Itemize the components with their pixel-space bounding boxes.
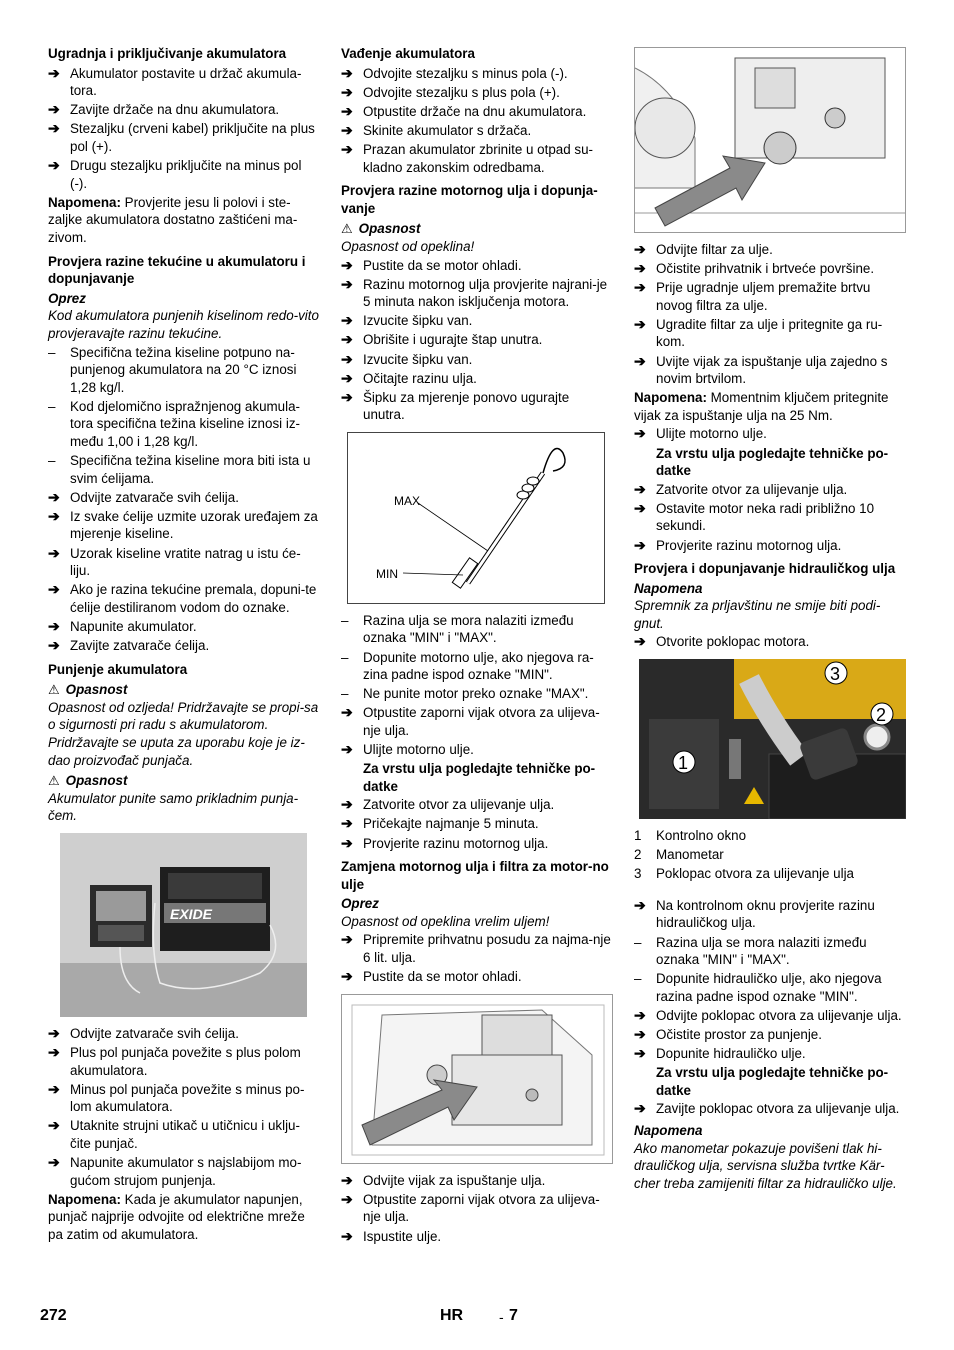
step-list bbox=[634, 1100, 906, 1118]
step-item bbox=[341, 796, 614, 814]
item-text: Zatvorite otvor za ulijevanje ulja. bbox=[656, 481, 848, 497]
item-text: Utaknite strujni utikač u utičnicu i uklju-čite punjač. bbox=[70, 1118, 300, 1151]
oil-type-note: Za vrstu ulja pogledajte tehničke po-datke bbox=[656, 445, 889, 479]
arrow-icon: ➔ bbox=[48, 1117, 60, 1134]
note-heading: Napomena bbox=[634, 580, 703, 596]
language-code: HR bbox=[440, 1307, 464, 1324]
footer-separator: - bbox=[499, 1309, 504, 1325]
item-text: Specifična težina kiseline mora biti ista u svim ćelijama. bbox=[70, 453, 311, 486]
battery-photo-illustration bbox=[60, 833, 307, 1017]
item-text: Iz svake ćelije uzmite uzorak uređajem za mjerenje kiseline. bbox=[70, 508, 318, 542]
danger-label: ⚠ Opasnost bbox=[48, 682, 128, 698]
arrow-icon: ➔ bbox=[341, 369, 353, 386]
item-text: Odvijte filtar za ulje. bbox=[656, 242, 773, 257]
step-item bbox=[634, 1045, 906, 1063]
step-item bbox=[634, 279, 906, 314]
step-item bbox=[341, 141, 614, 176]
item-text: Šipku za mjerenje ponovo ugurajte unutra. bbox=[363, 389, 570, 423]
note-text: Ako manometar pokazuje povišeni tlak hi-drauličkog ulja, servisna služba tvrtke Kär-cher treba zamijeniti filtar za hidrauličko ulje. bbox=[634, 1140, 897, 1191]
item-text: Otpustite držače na dnu akumulatora. bbox=[363, 103, 587, 119]
section-heading: Provjera razine tekućine u akumulatoru i dopunjavanje bbox=[48, 253, 306, 287]
step-item bbox=[48, 65, 320, 100]
arrow-icon: ➔ bbox=[48, 617, 60, 634]
item-text: Drugu stezaljku priključite na minus pol (-). bbox=[70, 158, 302, 191]
step-item bbox=[341, 276, 614, 311]
page-number: 272 bbox=[40, 1307, 67, 1324]
step-item bbox=[341, 704, 614, 739]
item-text: Kod djelomično ispražnjenog akumula-tora specifična težina kiseline iznosi iz-među 1,00 i 1,28 kg/l. bbox=[70, 398, 301, 449]
legend-item bbox=[634, 865, 906, 883]
dash-bullet: – bbox=[634, 971, 642, 987]
item-text: Napunite akumulator. bbox=[70, 618, 197, 634]
item-text: Dopunite hidrauličko ulje, ako njegova razina padne ispod oznake "MIN". bbox=[656, 971, 882, 1004]
oil-filter-figure bbox=[634, 47, 906, 233]
arrow-icon: ➔ bbox=[48, 1154, 60, 1171]
arrow-icon: ➔ bbox=[341, 741, 353, 758]
danger-label: ⚠ Opasnost bbox=[48, 773, 128, 789]
arrow-icon: ➔ bbox=[48, 120, 60, 137]
item-text: Ostavite motor neka radi približno 10 sekundi. bbox=[656, 500, 875, 534]
step-item bbox=[341, 389, 614, 424]
step-item bbox=[48, 1117, 320, 1152]
item-text: Razinu motornog ulja provjerite najrani-je 5 minuta nakon isključenja motora. bbox=[363, 276, 608, 310]
dash-bullet: – bbox=[341, 649, 349, 665]
arrow-icon: ➔ bbox=[341, 931, 353, 948]
item-text: Stezaljku (crveni kabel) priključite na plus pol (+). bbox=[70, 121, 315, 154]
item-text: Ulijte motorno ulje. bbox=[363, 742, 474, 758]
arrow-icon: ➔ bbox=[634, 1026, 646, 1042]
dash-item bbox=[48, 398, 320, 451]
step-item bbox=[341, 370, 614, 388]
step-item bbox=[341, 122, 614, 140]
callout-3: 3 bbox=[830, 664, 841, 685]
oil-drain-illustration bbox=[342, 995, 613, 1164]
danger-text: Opasnost od opeklina! bbox=[341, 238, 475, 254]
item-text: Otpustite zaporni vijak otvora za ulijeva-nje ulja. bbox=[363, 705, 600, 738]
arrow-icon: ➔ bbox=[634, 480, 646, 497]
arrow-icon: ➔ bbox=[634, 896, 646, 913]
note-label: Napomena: bbox=[48, 1191, 121, 1207]
item-text: Ugradite filtar za ulje i pritegnite ga ru-kom. bbox=[656, 316, 883, 350]
arrow-icon: ➔ bbox=[341, 83, 353, 100]
arrow-icon: ➔ bbox=[341, 704, 353, 721]
item-text: Izvucite šipku van. bbox=[363, 313, 473, 329]
dash-bullet: – bbox=[48, 344, 56, 360]
warning-icon: ⚠ bbox=[48, 773, 60, 789]
step-list bbox=[634, 481, 906, 554]
arrow-icon: ➔ bbox=[48, 637, 60, 653]
step-item bbox=[634, 481, 906, 499]
oil-filter-illustration bbox=[635, 48, 906, 233]
step-item bbox=[341, 1228, 614, 1246]
column-1 bbox=[48, 45, 320, 1245]
oil-type-note: Za vrstu ulja pogledajte tehničke po-datke bbox=[656, 1065, 889, 1098]
figure-legend bbox=[634, 827, 906, 883]
item-text: Napunite akumulator s najslabijom mo-gućom strujom punjenja. bbox=[70, 1155, 302, 1188]
item-text: Poklopac otvora za ulijevanje ulja bbox=[656, 866, 855, 882]
arrow-icon: ➔ bbox=[341, 796, 353, 813]
step-item bbox=[634, 241, 906, 259]
item-text: Ako je razina tekućine premala, dopuni-te ćelije destiliranom vodom do oznake. bbox=[70, 582, 317, 615]
step-item bbox=[341, 1172, 614, 1190]
dipstick-figure bbox=[347, 432, 605, 604]
dash-list bbox=[634, 934, 906, 1006]
arrow-icon: ➔ bbox=[48, 1044, 60, 1061]
step-item bbox=[341, 931, 614, 966]
step-item bbox=[48, 637, 320, 655]
danger-text: Opasnost od ozljeda! Pridržavajte se propi-sa o sigurnosti pri radu s akumulatorom. Pridržavajte se uputa za uporabu koje je iz-dao proizvođač punjača. bbox=[48, 699, 319, 768]
item-text: Prazan akumulator zbrinite u otpad su-kladno zakonskim odredbama. bbox=[363, 141, 593, 175]
step-item bbox=[634, 500, 906, 535]
section-heading: Vađenje akumulatora bbox=[341, 46, 475, 61]
arrow-icon: ➔ bbox=[341, 968, 353, 985]
hydraulic-tank-photo bbox=[639, 659, 906, 819]
arrow-icon: ➔ bbox=[341, 331, 353, 348]
step-item bbox=[48, 581, 320, 616]
arrow-icon: ➔ bbox=[634, 260, 646, 277]
note-heading: Napomena bbox=[634, 1122, 703, 1138]
note bbox=[48, 1191, 320, 1244]
arrow-icon: ➔ bbox=[634, 499, 646, 516]
item-text: Ispustite ulje. bbox=[363, 1228, 442, 1244]
note-label: Napomena: bbox=[48, 194, 121, 210]
item-text: Otpustite zaporni vijak otvora za ulijeva-nje ulja. bbox=[363, 1191, 600, 1225]
dash-bullet: – bbox=[634, 934, 642, 950]
arrow-icon: ➔ bbox=[634, 241, 646, 257]
legend-number: 3 bbox=[634, 866, 642, 882]
step-item bbox=[634, 260, 906, 278]
item-text: Očistite prihvatnik i brtveće površine. bbox=[656, 261, 875, 277]
item-text: Provjerite razinu motornog ulja. bbox=[656, 537, 842, 553]
step-list bbox=[341, 704, 614, 758]
section-heading: Punjenje akumulatora bbox=[48, 661, 188, 677]
arrow-icon: ➔ bbox=[341, 312, 353, 329]
arrow-icon: ➔ bbox=[341, 102, 353, 119]
step-list bbox=[634, 425, 906, 443]
arrow-icon: ➔ bbox=[341, 275, 353, 292]
callout-2: 2 bbox=[876, 705, 887, 726]
step-list bbox=[634, 897, 906, 932]
step-item bbox=[48, 545, 320, 580]
caution-text: Kod akumulatora punjenih kiselinom redo-vito provjeravajte razinu tekućine. bbox=[48, 308, 319, 341]
item-text: Zavijte držače na dnu akumulatora. bbox=[70, 102, 280, 118]
arrow-icon: ➔ bbox=[634, 1100, 646, 1117]
step-list bbox=[634, 241, 906, 388]
step-list bbox=[634, 633, 906, 651]
dash-bullet: – bbox=[48, 398, 56, 414]
item-text: Pustite da se motor ohladi. bbox=[363, 257, 522, 273]
note-text: Provjerite jesu li polovi i ste-zaljke akumulatora dostatno zaštićeni ma-zivom. bbox=[48, 194, 298, 245]
step-list bbox=[48, 489, 320, 655]
item-text: Očitajte razinu ulja. bbox=[363, 370, 477, 386]
note-text: Spremnik za prljavštinu ne smije biti podi-gnut. bbox=[634, 598, 881, 631]
legend-number: 2 bbox=[634, 847, 642, 863]
step-item bbox=[48, 618, 320, 636]
step-item bbox=[341, 331, 614, 349]
section-heading: Zamjena motornog ulja i filtra za motor-no ulje bbox=[341, 859, 609, 892]
item-text: Odvijte zatvarače svih ćelija. bbox=[70, 489, 239, 505]
item-text: Akumulator postavite u držač akumula-tora. bbox=[70, 65, 302, 99]
legend-item bbox=[634, 846, 906, 864]
item-text: Pripremite prihvatnu posudu za najma-nje 6 lit. ulja. bbox=[363, 932, 611, 966]
arrow-icon: ➔ bbox=[48, 64, 60, 81]
item-text: Uvijte vijak za ispuštanje ulja zajedno s novim brtvilom. bbox=[656, 353, 888, 387]
hydraulic-tank-illustration bbox=[639, 659, 906, 819]
item-text: Manometar bbox=[656, 847, 724, 863]
step-list bbox=[48, 65, 320, 193]
min-label: MIN bbox=[376, 566, 398, 581]
step-item bbox=[341, 1191, 614, 1226]
max-label: MAX bbox=[394, 493, 421, 508]
arrow-icon: ➔ bbox=[634, 536, 646, 553]
arrow-icon: ➔ bbox=[48, 544, 60, 561]
step-item bbox=[48, 1025, 320, 1043]
battery-brand-label: EXIDE bbox=[170, 905, 213, 922]
note-text: Momentnim ključem pritegnite vijak za ispuštanje ulja na 25 Nm. bbox=[634, 390, 889, 423]
item-text: Obrišite i ugurajte štap unutra. bbox=[363, 332, 543, 348]
item-text: Specifična težina kiseline potpuno na-punjenog akumulatora na 20 °C iznosi 1,28 kg/l. bbox=[70, 344, 297, 395]
section-heading: Provjera razine motornog ulja i dopunja-vanje bbox=[341, 183, 598, 216]
item-text: Odvojite stezaljku s plus pola (+). bbox=[363, 84, 560, 100]
item-text: Kontrolno okno bbox=[656, 828, 747, 844]
arrow-icon: ➔ bbox=[341, 64, 353, 81]
column-3 bbox=[634, 45, 906, 1193]
dash-list bbox=[341, 612, 614, 703]
arrow-icon: ➔ bbox=[48, 101, 60, 118]
item-text: Odvijte vijak za ispuštanje ulja. bbox=[363, 1172, 546, 1188]
step-item bbox=[341, 65, 614, 83]
dash-bullet: – bbox=[48, 453, 56, 469]
step-item bbox=[341, 968, 614, 986]
dash-item bbox=[48, 452, 320, 487]
item-text: Pričekajte najmanje 5 minuta. bbox=[363, 816, 539, 832]
dash-list bbox=[48, 344, 320, 488]
note bbox=[48, 194, 320, 247]
warning-icon: ⚠ bbox=[48, 682, 60, 698]
step-item bbox=[48, 1081, 320, 1116]
item-text: Zavijte poklopac otvora za ulijevanje ulja. bbox=[656, 1101, 900, 1117]
item-text: Zavijte zatvarače ćelija. bbox=[70, 638, 210, 653]
dash-item bbox=[48, 344, 320, 397]
arrow-icon: ➔ bbox=[48, 157, 60, 174]
step-item bbox=[48, 157, 320, 192]
item-text: Ne punite motor preko oznake "MAX". bbox=[363, 686, 589, 702]
note bbox=[634, 389, 906, 424]
item-text: Otvorite poklopac motora. bbox=[656, 634, 810, 650]
caution-label: Oprez bbox=[341, 896, 379, 912]
item-text: Plus pol punjača povežite s plus polom akumulatora. bbox=[70, 1045, 301, 1078]
item-text: Očistite prostor za punjenje. bbox=[656, 1027, 822, 1042]
dash-item bbox=[341, 649, 614, 684]
step-item bbox=[341, 84, 614, 102]
battery-charger-photo bbox=[60, 833, 307, 1017]
arrow-icon: ➔ bbox=[634, 352, 646, 369]
step-item bbox=[341, 351, 614, 369]
dash-item bbox=[341, 685, 614, 703]
column-2 bbox=[341, 45, 614, 1247]
item-text: Na kontrolnom oknu provjerite razinu hidrauličkog ulja. bbox=[656, 897, 875, 931]
step-item bbox=[341, 741, 614, 759]
step-list bbox=[341, 931, 614, 985]
item-text: Odvijte zatvarače svih ćelija. bbox=[70, 1025, 239, 1041]
step-item bbox=[634, 633, 906, 651]
arrow-icon: ➔ bbox=[341, 834, 353, 851]
dash-item bbox=[341, 612, 614, 647]
arrow-icon: ➔ bbox=[634, 279, 646, 296]
step-item bbox=[341, 312, 614, 330]
arrow-icon: ➔ bbox=[341, 350, 353, 367]
section-heading: Ugradnja i priključivanje akumulatora bbox=[48, 46, 287, 61]
oil-type-note: Za vrstu ulja pogledajte tehničke po-datke bbox=[363, 761, 596, 794]
note-label: Napomena: bbox=[634, 390, 707, 406]
step-item bbox=[48, 1154, 320, 1189]
step-item bbox=[341, 257, 614, 275]
item-text: Skinite akumulator s držača. bbox=[363, 122, 532, 138]
arrow-icon: ➔ bbox=[634, 1045, 646, 1062]
arrow-icon: ➔ bbox=[634, 1006, 646, 1023]
item-text: Razina ulja se mora nalaziti između oznaka "MIN" i "MAX". bbox=[656, 934, 867, 968]
note-text: Kada je akumulator napunjen, punjač najprije odvojite od električne mreže pa zatim od akumulatora. bbox=[48, 1191, 305, 1242]
item-text: Minus pol punjača povežite s minus po-lom akumulatora. bbox=[70, 1081, 305, 1115]
danger-text: Akumulator punite samo prikladnim punja-čem. bbox=[48, 790, 299, 824]
arrow-icon: ➔ bbox=[48, 581, 60, 598]
step-item bbox=[48, 1044, 320, 1079]
step-item bbox=[634, 425, 906, 443]
step-item bbox=[634, 353, 906, 388]
item-text: Izvucite šipku van. bbox=[363, 351, 473, 367]
caution-text: Opasnost od opeklina vrelim uljem! bbox=[341, 913, 550, 929]
item-text: Dopunite motorno ulje, ako njegova ra-zina padne ispod oznake "MIN". bbox=[363, 649, 594, 683]
dash-bullet: – bbox=[341, 612, 349, 628]
arrow-icon: ➔ bbox=[341, 815, 353, 832]
step-item bbox=[341, 835, 614, 853]
arrow-icon: ➔ bbox=[341, 256, 353, 273]
item-text: Provjerite razinu motornog ulja. bbox=[363, 835, 549, 851]
arrow-icon: ➔ bbox=[634, 425, 646, 442]
section-heading: Provjera i dopunjavanje hidrauličkog ulja bbox=[634, 561, 896, 577]
dash-item bbox=[634, 970, 906, 1005]
oil-drain-figure bbox=[341, 994, 613, 1164]
arrow-icon: ➔ bbox=[48, 488, 60, 505]
arrow-icon: ➔ bbox=[341, 388, 353, 405]
step-item bbox=[341, 815, 614, 833]
step-list bbox=[341, 65, 614, 177]
arrow-icon: ➔ bbox=[341, 1227, 353, 1244]
item-text: Razina ulja se mora nalaziti između oznaka "MIN" i "MAX". bbox=[363, 612, 574, 646]
item-text: Ulijte motorno ulje. bbox=[656, 426, 767, 442]
arrow-icon: ➔ bbox=[341, 1190, 353, 1207]
danger-label: ⚠ Opasnost bbox=[341, 221, 421, 237]
dash-bullet: – bbox=[341, 686, 349, 702]
step-item bbox=[48, 489, 320, 507]
legend-number: 1 bbox=[634, 828, 642, 844]
arrow-icon: ➔ bbox=[48, 507, 60, 524]
arrow-icon: ➔ bbox=[48, 1080, 60, 1097]
legend-item bbox=[634, 827, 906, 845]
step-item bbox=[634, 537, 906, 555]
arrow-icon: ➔ bbox=[341, 1171, 353, 1188]
caution-label: Oprez bbox=[48, 290, 86, 306]
step-list bbox=[341, 796, 614, 852]
arrow-icon: ➔ bbox=[341, 121, 353, 138]
step-item bbox=[634, 1007, 906, 1025]
step-item bbox=[634, 897, 906, 932]
arrow-icon: ➔ bbox=[48, 1024, 60, 1041]
item-text: Pustite da se motor ohladi. bbox=[363, 969, 522, 985]
step-list bbox=[341, 257, 614, 424]
arrow-icon: ➔ bbox=[634, 633, 646, 650]
item-text: Odvijte poklopac otvora za ulijevanje ulja. bbox=[656, 1007, 902, 1023]
step-list bbox=[48, 1025, 320, 1189]
step-list bbox=[634, 1007, 906, 1063]
step-item bbox=[341, 103, 614, 121]
step-item bbox=[634, 316, 906, 351]
item-text: Uzorak kiseline vratite natrag u istu će-liju. bbox=[70, 545, 301, 579]
step-item bbox=[48, 120, 320, 155]
warning-icon: ⚠ bbox=[341, 221, 353, 237]
dipstick-illustration bbox=[348, 433, 605, 604]
item-text: Dopunite hidrauličko ulje. bbox=[656, 1046, 806, 1062]
dash-item bbox=[634, 934, 906, 969]
step-item bbox=[634, 1026, 906, 1044]
item-text: Odvojite stezaljku s minus pola (-). bbox=[363, 65, 568, 81]
item-text: Prije ugradnje uljem premažite brtvu novog filtra za ulje. bbox=[656, 280, 871, 313]
step-item bbox=[634, 1100, 906, 1118]
step-item bbox=[48, 508, 320, 543]
item-text: Zatvorite otvor za ulijevanje ulja. bbox=[363, 797, 555, 813]
step-list bbox=[341, 1172, 614, 1245]
section-page-number: 7 bbox=[509, 1307, 518, 1324]
callout-1: 1 bbox=[678, 753, 689, 774]
arrow-icon: ➔ bbox=[634, 315, 646, 332]
arrow-icon: ➔ bbox=[341, 140, 353, 157]
step-item bbox=[48, 101, 320, 119]
